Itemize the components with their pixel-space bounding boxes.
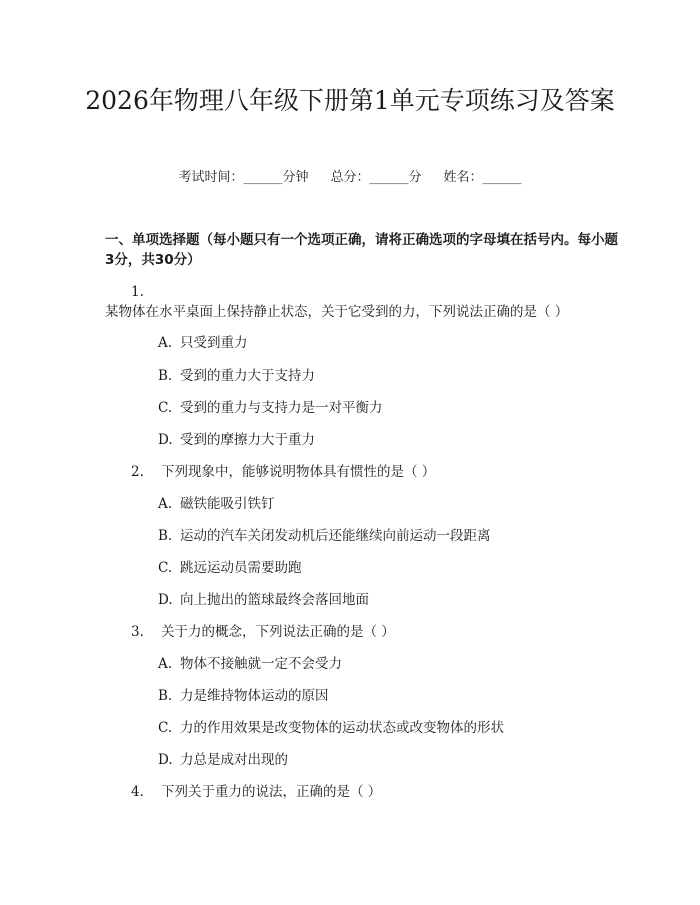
student-name-field: 姓名：______ (443, 170, 522, 185)
question-item (105, 282, 620, 322)
option-item (158, 718, 618, 738)
option-item (158, 366, 618, 386)
option-label: B. (158, 528, 173, 544)
option-item (158, 654, 618, 674)
option-text: 跳远运动员需要助跑 (180, 560, 302, 576)
option-item (158, 494, 618, 514)
option-label: C. (158, 560, 173, 576)
option-item (158, 750, 618, 770)
option-label: A. (158, 656, 173, 672)
option-label: D. (158, 592, 173, 608)
option-text: 力总是成对出现的 (180, 752, 288, 768)
option-item (158, 430, 618, 450)
question-number: 2. (131, 464, 144, 480)
option-label: C. (158, 720, 173, 736)
exam-time-field: 考试时间：______分钟 (178, 170, 309, 185)
option-text: 只受到重力 (180, 335, 248, 351)
question-item (105, 782, 620, 802)
option-label: D. (158, 752, 173, 768)
total-score-field: 总分：______分 (330, 170, 422, 185)
option-text: 力的作用效果是改变物体的运动状态或改变物体的形状 (180, 720, 504, 736)
section-heading: 一、单项选择题（每小题只有一个选项正确，请将正确选项的字母填在括号内。每小题3分，共30分） (105, 232, 618, 268)
option-label: C. (158, 400, 173, 416)
option-text: 运动的汽车关闭发动机后还能继续向前运动一段距离 (180, 528, 491, 544)
question-item (105, 622, 620, 642)
option-item (158, 526, 618, 546)
option-label: A. (158, 496, 173, 512)
option-item (158, 590, 618, 610)
question-text: 关于力的概念，下列说法正确的是（ ） (161, 624, 395, 640)
option-text: 向上抛出的篮球最终会落回地面 (180, 592, 369, 608)
option-label: A. (158, 335, 173, 351)
option-text: 磁铁能吸引铁钉 (180, 496, 275, 512)
option-text: 力是维持物体运动的原因 (180, 688, 329, 704)
question-text: 下列关于重力的说法，正确的是（ ） (161, 784, 382, 800)
option-item (158, 558, 618, 578)
question-number: 4. (131, 784, 144, 800)
option-text: 受到的摩擦力大于重力 (180, 432, 315, 448)
document-title: 2026年物理八年级下册第1单元专项练习及答案 (85, 86, 615, 115)
option-text: 受到的重力与支持力是一对平衡力 (180, 400, 383, 416)
question-number: 3. (131, 624, 144, 640)
option-label: D. (158, 432, 173, 448)
option-item (158, 686, 618, 706)
option-item (158, 333, 618, 353)
option-item (158, 398, 618, 418)
question-text: 下列现象中，能够说明物体具有惯性的是（ ） (161, 464, 436, 480)
option-label: B. (158, 688, 173, 704)
exam-meta-line (0, 168, 700, 188)
option-label: B. (158, 368, 173, 384)
question-item (105, 462, 620, 482)
option-text: 物体不接触就一定不会受力 (180, 656, 342, 672)
question-number: 1. (131, 284, 144, 300)
question-text: 某物体在水平桌面上保持静止状态，关于它受到的力，下列说法正确的是（ ） (105, 304, 569, 320)
option-text: 受到的重力大于支持力 (180, 368, 315, 384)
